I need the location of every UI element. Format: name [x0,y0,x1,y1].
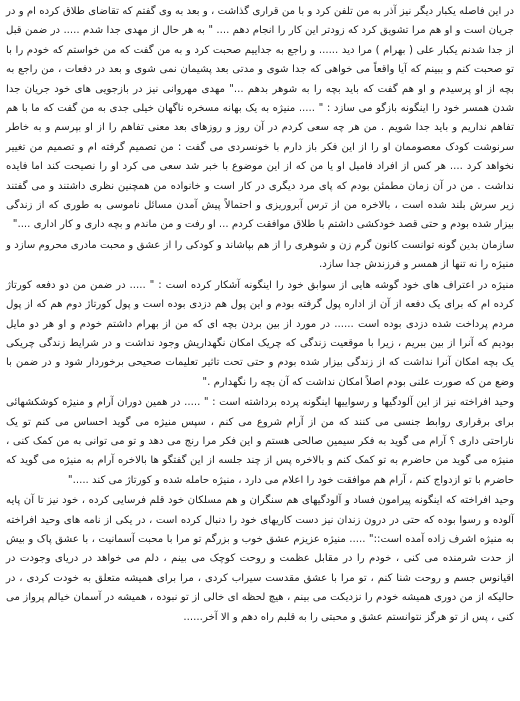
paragraph-divorce-account: در این فاصله یکبار دیگر نیز آذر به من تلفن کرد و با من قراری گذاشت ، و بعد به وی گفتم که تقاضای طلاق کرده ام و در جریان است و او هم مرا تشویق کرد که زودتر این کار را انجام دهم .... " به هر حال از مهدی جدا شدم ..... در ضمن قبل از جدا شدنم یکبار علی ( بهرام ) مرا دید ...... و راجع به جداییم صحبت کرد و به من گفت که من خواستم که خودم را با تو صحبت کنم و ببینم که آیا واقعاً می خواهی که جدا شوی و مدتی بعد پشیمان نمی شوی و بعد در دفعات ، من راجع به بچه از او پرسیدم و او هم گفت که باید بچه را به شوهر بدهم ..." مهدی مهروانی نیز در بازجویی های خود جریان جدا شدن همسر خود را اینگونه بازگو می سازد : " ..... منیژه به یک بهانه مسخره ناگهان خیلی جدی به من گفت که ما با هم تفاهم نداریم و باید جدا شویم . من هر چه سعی کردم در آن روز و روزهای بعد معنی تفاهم را از او بپرسم و به خاطر سرنوشت کودک معصوممان او را از این فکر باز دارم با خونسردی می گفت : من تصمیم گرفته ام و تصمیم من تغییر نخواهد کرد .... هر کس از افراد فامیل او یا من که از این موضوع با خبر شد سعی می کرد او را نصیحت کند اما فایده نداشت . من در آن زمان مطمئن بودم که پای مرد دیگری در کار است و خانواده من همچنین نظری داشتند و می گفتند زیر سرش بلند شده است ، بالاخره من از ترس آبروریزی و احتمالاً پیش آمدن مسائل ناموسی به طوری که از زندگی بیزار شده بودم و حتی قصد خودکشی داشتم با طلاق موافقت کردم ... او رفت و من ماندم و بچه داری و کار اداری ...." [6,6,514,231]
paragraph-organization: سازمان بدین گونه توانست کانون گرم زن و شوهری را از هم بپاشاند و کودکی را از عشق و محبت مادری محروم سازد و منیژه را نه تنها از همسر و فرزندش جدا سازد. [6,239,514,271]
paragraph-vahid-letter: وحید افراخته که اینگونه پیرامون فساد و آلودگیهای هم سنگران و هم مسلکان خود قلم فرسایی کرده ، خود نیز تا آن پایه آلوده و رسوا بوده که حتی در درون زندان نیز دست کاریهای خود را دنبال کرده است ، در یکی از نامه های وحید افراخته به منیژه اشرف زاده آمده است::" ..... منیژه عزیزم عشق خوب و بزرگم تو مرا با محبت آسمانیت ، با عشق پاک و بیش از حدت شرمنده می کنی ، خودم را در مقابل عظمت و روحت کوچک می بینم ، دلم می خواهد در دریای وجودت در اقیانوس جسم و روحت شنا کنم ، تو مرا با عشق مقدست سیراب کردی ، مرا برای همیشه متعلق به خودت کردی ، در حالیکه از من دوری همیشه خودم را نزدیکت می بینم ، هیچ لحظه ای خالی از تو نبوده ، همیشه در آسمان خیالم پرواز می کنی ، پس از تو هرگز نتوانستم عشق و محبتی را به قلبم راه دهم و الا آخر...... [6,495,514,623]
paragraph-manijeh-confession: منیژه در اعتراف های خود گوشه هایی از سوابق خود را اینگونه آشکار کرده است : " ..... در ضمن من دو دفعه کورتاژ کرده ام که برای یک دفعه از آن از اداره پول گرفته بودم و این پول هم دزدی بوده است و پول کورتاژ دوم هم که از پول مردم پرداخت شده دزدی بوده است ...... در مورد از بین بردن بچه ای که من از بهرام داشتم خودم و او هر دو مایل بودیم که آنرا از بین ببریم ، زیرا با موقعیت زندگی که چریک امکان نگهداریش وجود نداشت و در شرایط زندگی چریکی یک بچه امکان آنرا نداشت که از زندگی بیزار شده بودم و حتی تحت تاثیر تعلیمات صحیحی برخوردار شود و در ضمن با وضع من که صورت علنی بودم اصلاً امکان نداشت که آن بچه را نگهدارم ." [6,279,514,388]
paragraph-vahid-account: وحید افراخته نیز از این آلودگیها و رسواییها اینگونه پرده برداشته است : " ..... در همین دوران آرام و منیژه کوشکشهائی برای برقراری روابط جنسی می کنند که من از آرام شروع می کنم ، سپس منیژه می گوید احساس می کنم تو یک ناراحتی داری ؟ آرام می گوید به فکر سیمین صالحی هستم و این فکر مرا رنج می دهد و تو می توانی به من کمک کنی ، منیژه می گوید من حاضرم به تو کمک کنم و بالاخره پس از چند جلسه از این گفتگو ها بالاخره آرام به منیژه می گوید که حاضرم با تو ازدواج کنم ، آرام هم موافقت خود را اعلام می دارد ، منیژه حامله شده و کورتاژ می کند ....." [6,397,514,486]
